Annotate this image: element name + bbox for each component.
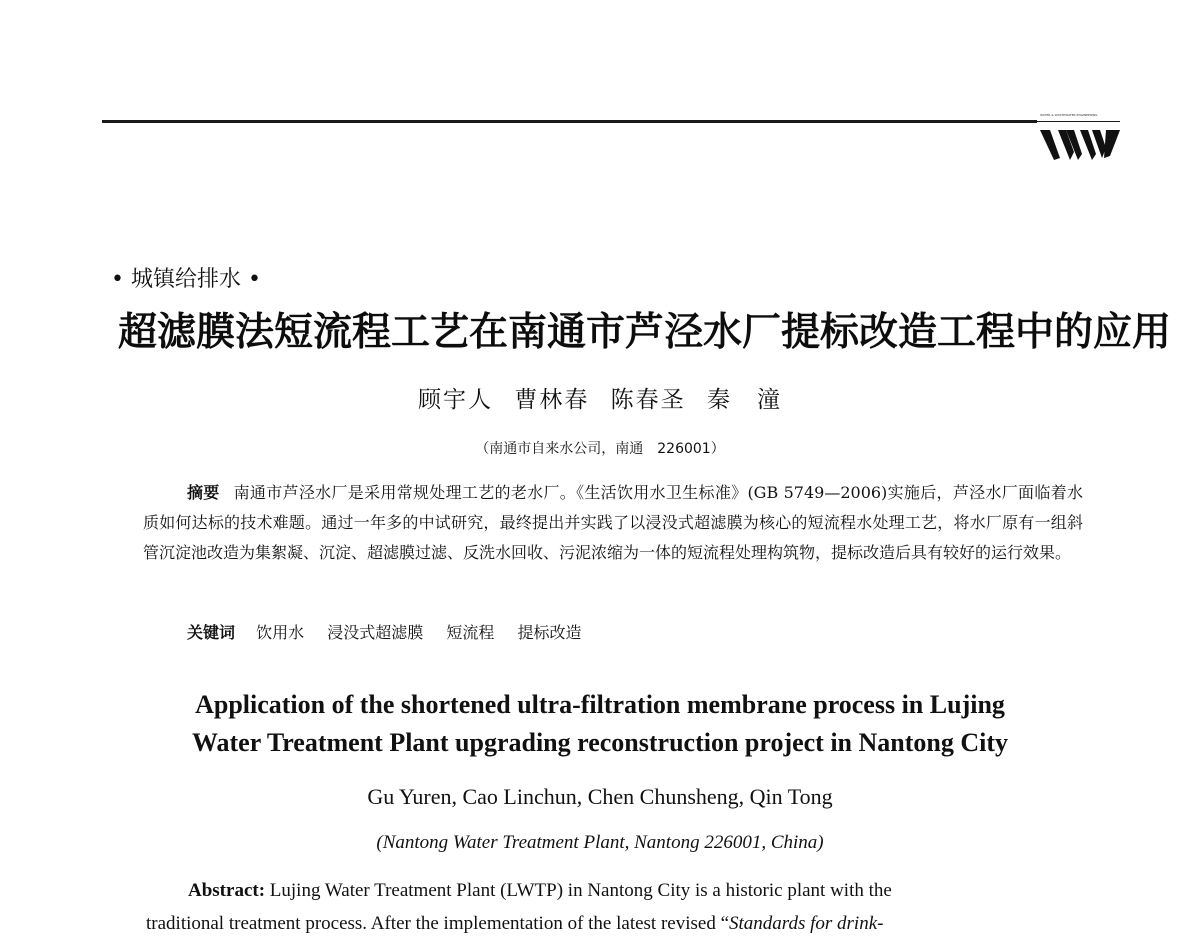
keywords-zh (187, 620, 1087, 643)
header-rule (102, 120, 1037, 123)
author-zh: 秦 潼 (706, 387, 782, 413)
authors-en: Gu Yuren, Cao Linchun, Chen Chunsheng, Qin Tong (367, 784, 833, 809)
paper-title-en-line: Application of the shortened ultra-filtration membrane process in Lujing (195, 690, 1005, 719)
abstract-en-line (146, 874, 1076, 907)
affiliation-en: (Nantong Water Treatment Plant, Nantong 226001, China) (376, 832, 824, 853)
abstract-en-line (146, 907, 1076, 940)
abstract-zh-label: 摘要 (187, 483, 220, 502)
author-zh: 顾宇人 (418, 387, 494, 413)
abstract-en-text: Lujing Water Treatment Plant (LWTP) in Nantong City is a historic plant with the (269, 880, 892, 901)
authors-zh (0, 381, 1200, 414)
abstract-zh (143, 478, 1083, 568)
journal-logo-icon (1040, 128, 1120, 162)
affiliation-zh: （南通市自来水公司，南通 226001） (475, 441, 725, 457)
section-tag: • 城镇给排水 • (111, 267, 261, 292)
keyword-zh: 浸没式超滤膜 (327, 623, 424, 642)
author-zh: 陈春圣 (610, 387, 686, 413)
keywords-zh-label: 关键词 (187, 623, 236, 642)
abstract-zh-text: 南通市芦泾水厂是采用常规处理工艺的老水厂。《生活饮用水卫生标准》(GB 5749—2006)实施后，芦泾水厂面临着水质如何达标的技术难题。通过一年多的中试研究，最终提出并实践了以浸没式超滤膜为核心的短流程水处理工艺，将水厂原有一组斜管沉淀池改造为集絮凝、沉淀、超滤膜过滤、反洗水回收、污泥浓缩为一体的短流程处理构筑物，提标改造后具有较好的运行效果。 (143, 483, 1083, 562)
abstract-en-text: traditional treatment process. After the implementation of the latest revised “ (146, 913, 729, 934)
abstract-en (146, 874, 1076, 940)
paper-title-en-line: Water Treatment Plant upgrading reconstruction project in Nantong City (191, 728, 1009, 757)
author-zh: 曹林春 (514, 387, 590, 413)
journal-tag: WATER & WASTEWATER ENGINEERING (1040, 113, 1098, 117)
keyword-zh: 提标改造 (517, 623, 582, 642)
header-rule-tail (1037, 121, 1120, 122)
abstract-en-italic: Standards for drink- (729, 913, 884, 934)
keyword-zh: 短流程 (446, 623, 495, 642)
abstract-en-label: Abstract: (188, 880, 266, 901)
paper-title-en (0, 686, 1200, 762)
keyword-zh: 饮用水 (256, 623, 305, 642)
paper-title-zh: 超滤膜法短流程工艺在南通市芦泾水厂提标改造工程中的应用 (118, 310, 1172, 355)
